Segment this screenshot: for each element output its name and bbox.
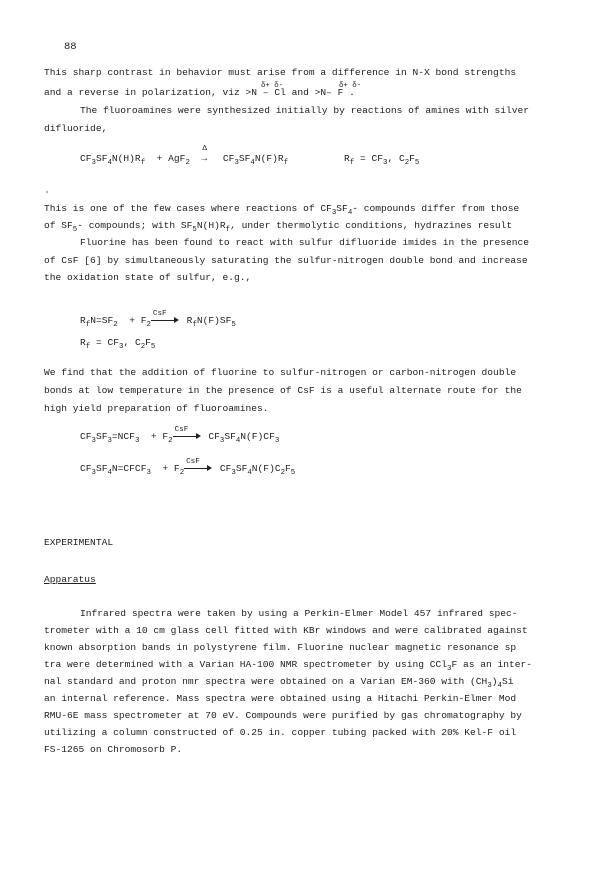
page-number: 88 [64,41,77,53]
p5-l5-a: nal standard and proton nmr spectra were obtained on a Varian EM-360 with (CH [44,676,488,687]
p3-sub: f [225,226,231,234]
para5-line6: an internal reference. Mass spectra were obtained using a Hitachi Perkin-Elmer Mod [44,693,517,704]
equation-3 [80,426,280,445]
rf-symbol: R [344,153,350,164]
eq1-delta: Δ [202,145,207,153]
para1-line2-b: Cl and >N [274,87,327,98]
rf-symbol: R [80,337,86,348]
p3-l2-a: of SF [44,220,73,231]
para3-line3: Fluorine has been found to react with sulfur difluoride imides in the presence [80,237,530,248]
equation-1 [80,145,289,167]
p5-sub: 4 [497,682,502,690]
para5-line2: trometer with a 10 cm glass cell fitted with KBr windows and were calibrated against [44,625,528,636]
p3-sub: 3 [331,209,337,217]
rf-sub: 5 [414,159,420,167]
charge-labels-cl: δ+ δ- [261,82,284,90]
eq1-sub: 4 [107,159,112,167]
p3-l1-b: SF [336,203,348,214]
eq1-rhs-rest: N(F)R [254,153,284,164]
para3-line4: of CsF [6] by simultaneously saturating the sulfur-nitrogen double bond and increase [44,255,528,266]
p5-l4-a: tra were determined with a Varian HA-100 NMR spectrometer by using CCl [44,659,448,670]
eq1-lhs: CF [80,153,92,164]
rf-sub: 2 [404,159,410,167]
rf-sub: 2 [140,343,146,351]
eq3-sub: 3 [91,437,96,445]
rf-sub: 5 [150,343,156,351]
eq4-sub: 3 [231,469,236,477]
p3-sub: 4 [347,209,353,217]
para3-line1 [44,202,519,217]
rf-f: F [145,337,151,348]
eq3-sub: 3 [274,437,280,445]
para5-line4 [44,658,532,673]
apparatus-heading: Apparatus [44,574,96,585]
eq4-b2: SF [235,463,248,474]
p5-l4-b: F as an inter- [451,659,533,670]
eq4-sub: 4 [247,469,252,477]
rf-sub: 3 [119,343,124,351]
eq3-b1: CF [208,431,220,442]
p5-l5-b: ) [491,676,498,687]
eq1-lhs-rest: N(H)R [111,153,141,164]
para1-line2: and a reverse in polarization, viz >N – Cl and >N– F . [44,87,355,98]
p5-sub: 3 [447,665,452,673]
eq3-a3: =NCF [111,431,135,442]
eq3-reaction-arrow [173,426,203,441]
p3-l2-c: N(H)R [196,220,226,231]
p3-l2-d: , under thermolytic conditions, hydrazines result [230,220,513,231]
eq2-plus: + F [129,315,147,326]
eq3-b3: N(F)CF [240,431,275,442]
para5-line1: Infrared spectra were taken by using a Perkin-Elmer Model 457 infrared spec- [80,608,518,619]
charge-labels-f: δ+ δ- [339,82,362,90]
para5-line7: RMU-6E mass spectrometer at 70 eV. Compounds were purified by gas chromatography by [44,710,522,721]
eq1-arrow: → [201,153,208,164]
rf-sub: f [85,343,91,351]
para5-line8: utilizing a column constructed of 0.25 in. copper tubing packed with 20% Kel-F oil [44,727,517,738]
eq4-a3: N=CFCF [111,463,147,474]
eq2-rhs: R [186,315,193,326]
para3-line5: the oxidation state of sulfur, e.g., [44,272,252,283]
rf-sub: f [349,159,355,167]
rf-f: F [409,153,415,164]
eq2-rhs-mid: N(F)SF [196,315,232,326]
eq1-rhs-mid: SF [238,153,251,164]
rf-eq: = CF [359,153,383,164]
eq2-sub: 5 [231,321,236,329]
eq1-sub: 3 [234,159,239,167]
eq3-sub: 3 [134,437,140,445]
eq2-sub: f [192,321,197,329]
para1-line1: This sharp contrast in behavior must arise from a difference in N-X bond strengths [44,67,517,78]
eq2-sub: 2 [113,321,118,329]
eq1-plus: + AgF [156,153,186,164]
eq3-plus: + F [150,431,169,442]
equation-4 [80,458,296,477]
eq4-b1: CF [219,463,232,474]
rf-comma: , C [387,153,405,164]
eq1-rhs: CF [222,153,235,164]
eq4-reaction-arrow [184,458,214,473]
rf-sub: 3 [383,159,388,167]
eq4-catalyst: CsF [186,458,200,467]
eq3-a1: CF [80,431,92,442]
eq3-sub: 2 [168,437,173,445]
para5-line5 [44,675,513,690]
eq4-plus: + F [162,463,180,474]
eq3-b2: SF [224,431,236,442]
rf-eq: = CF [95,337,119,348]
p5-sub: 3 [487,682,492,690]
eq1-sub: f [283,159,289,167]
eq2-reaction-arrow [151,310,181,325]
eq4-sub: 3 [91,469,96,477]
eq2-rf-definition [80,336,155,351]
eq4-a1: CF [80,463,92,474]
eq3-sub: 3 [219,437,225,445]
eq1-lhs-mid: SF [95,153,108,164]
eq1-sub: 2 [185,159,190,167]
eq2-lhs-mid: N=SF [90,315,114,326]
eq4-a2: SF [95,463,108,474]
stray-mark [46,191,48,193]
para4-line2: bonds at low temperature in the presence of CsF is a useful alternate route for the [44,385,522,396]
eq1-sub: f [140,159,146,167]
eq2-catalyst: CsF [152,310,167,319]
eq4-sub: 2 [179,469,185,477]
eq2-sub: 2 [146,321,151,329]
equation-2 [80,310,236,329]
p3-l1-c: - compounds differ from those [352,203,520,214]
eq4-b4: F [285,463,291,474]
para5-line3: known absorption bands in polystyrene film. Fluorine nuclear magnetic resonance sp [44,642,517,653]
eq4-sub: 5 [290,469,296,477]
eq1-rf-definition [344,152,419,167]
eq3-sub: 4 [235,437,241,445]
p3-l2-b: - compounds; with SF [77,220,193,231]
p3-l1-a: This is one of the few cases where reactions of CF [44,203,332,214]
para1-line2-c: F . [337,87,355,98]
eq4-sub: 3 [146,469,151,477]
eq1-sub: 4 [250,159,255,167]
rf-comma: , C [123,337,141,348]
para2-line2: difluoride, [44,123,108,134]
para2-line1: The fluoroamines were synthesized initially by reactions of amines with silver [80,105,530,116]
p3-sub: 5 [192,226,197,234]
para3-line2 [44,219,512,234]
eq1-sub: 3 [91,159,96,167]
eq1-heat-arrow [201,145,211,166]
para1-line2-a: and a reverse in polarization, viz >N [44,87,258,98]
eq3-catalyst: CsF [174,426,189,435]
eq4-sub: 2 [280,469,286,477]
p5-l5-c: Si [501,676,514,687]
eq2-sub: f [85,321,91,329]
para4-line3: high yield preparation of fluoroamines. [44,403,269,414]
eq4-sub: 4 [107,469,112,477]
experimental-heading: EXPERIMENTAL [44,537,114,548]
p3-sub: 5 [72,226,78,234]
para5-line9: FS-1265 on Chromosorb P. [44,744,183,755]
para4-line1: We find that the addition of fluorine to sulfur-nitrogen or carbon-nitrogen double [44,367,517,378]
eq3-a2: SF [95,431,108,442]
eq4-b3: N(F)C [251,463,281,474]
eq3-sub: 3 [107,437,112,445]
eq2-lhs: R [80,315,86,326]
